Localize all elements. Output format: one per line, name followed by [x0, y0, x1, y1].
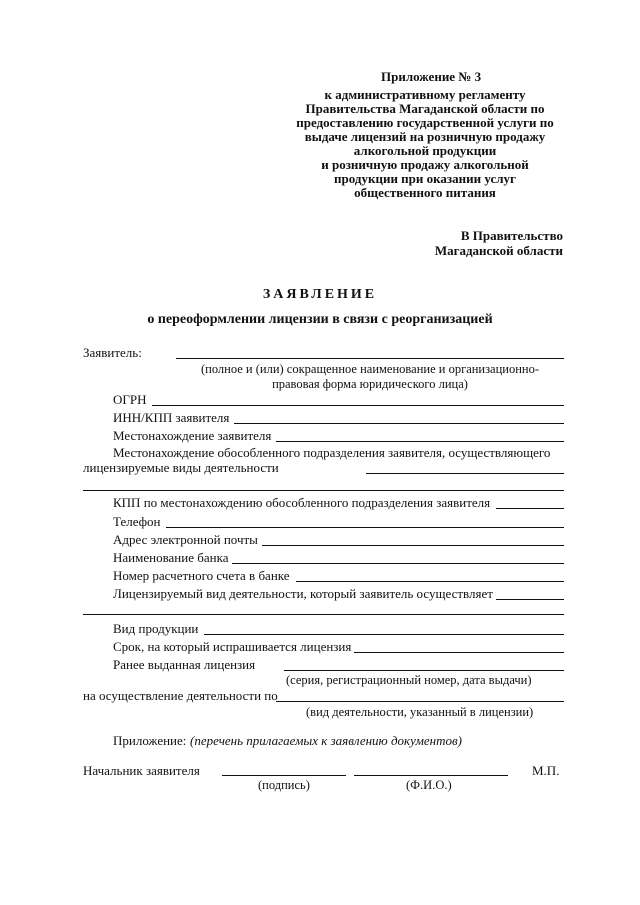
account-field[interactable]	[296, 581, 564, 582]
location-label: Местонахождение заявителя	[113, 428, 272, 443]
branch-location-label: Местонахождение обособленного подразделения заявителя, осуществляющего	[113, 445, 551, 460]
head-of-applicant-label: Начальник заявителя	[83, 763, 200, 778]
applicant-hint-1: (полное и (или) сокращенное наименование и организационно-	[200, 362, 540, 376]
activity-for-label: на осуществление деятельности по	[83, 688, 278, 703]
signature-field[interactable]	[222, 775, 346, 776]
activity-for-field[interactable]	[276, 701, 564, 702]
branch-location-label-cont: лицензируемые виды деятельности	[83, 460, 279, 475]
email-label: Адрес электронной почты	[113, 532, 258, 547]
regulation-line: выдаче лицензий на розничную продажу	[304, 129, 546, 144]
location-field[interactable]	[276, 441, 564, 442]
attachment-text: (перечень прилагаемых к заявлению документов)	[190, 733, 462, 748]
applicant-hint-2: правовая форма юридического лица)	[272, 377, 468, 391]
bank-name-field[interactable]	[232, 563, 564, 564]
bank-name-label: Наименование банка	[113, 550, 229, 565]
licensed-activity-label: Лицензируемый вид деятельности, который заявитель осуществляет	[113, 586, 493, 601]
regulation-line: и розничную продажу алкогольной	[321, 157, 529, 172]
branch-location-field-2[interactable]	[83, 490, 564, 491]
regulation-line: предоставлению государственной услуги по	[296, 115, 554, 130]
licensed-activity-field-2[interactable]	[83, 614, 564, 615]
appendix-number: Приложение № 3	[381, 69, 482, 84]
document-subtitle: о переоформлении лицензии в связи с реорганизацией	[147, 312, 493, 327]
signature-hint: (подпись)	[258, 778, 310, 792]
regulation-line: к административному регламенту	[324, 87, 526, 102]
product-type-field[interactable]	[204, 634, 564, 635]
branch-location-field[interactable]	[366, 473, 564, 474]
full-name-field[interactable]	[354, 775, 508, 776]
previous-license-label: Ранее выданная лицензия	[113, 657, 256, 672]
ogrn-field[interactable]	[152, 405, 564, 406]
document-title: ЗАЯВЛЕНИЕ	[262, 287, 378, 302]
regulation-line: Правительства Магаданской области по	[305, 101, 545, 116]
previous-license-field[interactable]	[284, 670, 564, 671]
email-field[interactable]	[262, 545, 564, 546]
branch-kpp-field[interactable]	[496, 508, 564, 509]
phone-field[interactable]	[166, 527, 564, 528]
regulation-line: алкогольной продукции	[353, 143, 497, 158]
stamp-place-label: М.П.	[532, 763, 560, 778]
addressee-line-2: Магаданской области	[434, 243, 563, 258]
product-type-label: Вид продукции	[113, 621, 199, 636]
phone-label: Телефон	[113, 514, 161, 529]
branch-kpp-label: КПП по местонахождению обособленного подразделения заявителя	[113, 495, 491, 510]
regulation-line: общественного питания	[354, 185, 496, 200]
attachment-label: Приложение:	[113, 733, 187, 748]
licensed-activity-field[interactable]	[496, 599, 564, 600]
account-label: Номер расчетного счета в банке	[113, 568, 290, 583]
inn-kpp-field[interactable]	[234, 423, 564, 424]
full-name-hint: (Ф.И.О.)	[406, 778, 452, 792]
license-term-label: Срок, на который испрашивается лицензия	[113, 639, 352, 654]
inn-kpp-label: ИНН/КПП заявителя	[113, 410, 230, 425]
activity-for-hint: (вид деятельности, указанный в лицензии)	[306, 705, 534, 719]
addressee-line-1: В Правительство	[460, 228, 563, 243]
license-term-field[interactable]	[354, 652, 564, 653]
regulation-line: продукции при оказании услуг	[334, 171, 516, 186]
applicant-label: Заявитель:	[83, 345, 142, 360]
applicant-field[interactable]	[176, 358, 564, 359]
previous-license-hint: (серия, регистрационный номер, дата выдачи)	[286, 673, 532, 687]
ogrn-label: ОГРН	[113, 392, 147, 407]
